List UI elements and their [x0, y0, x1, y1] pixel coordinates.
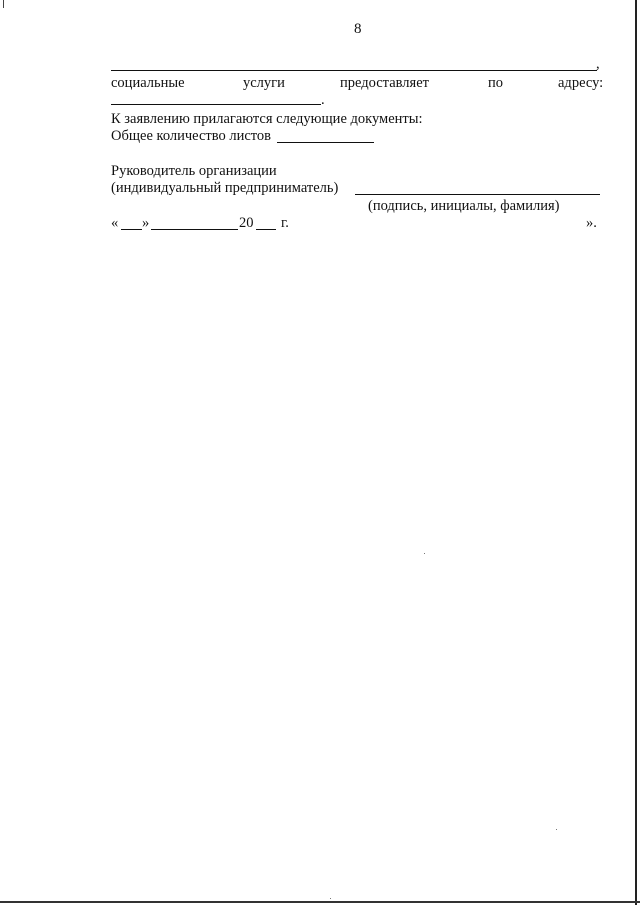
date-line-end: ».	[586, 215, 597, 231]
address-trailing-comma: ,	[596, 56, 600, 72]
date-year-suffix: г.	[281, 215, 289, 231]
address-word-address: адресу:	[558, 75, 604, 91]
head-of-organization: Руководитель организации	[111, 163, 277, 179]
date-month-blank	[151, 229, 238, 230]
individual-entrepreneur: (индивидуальный предприниматель)	[111, 180, 339, 196]
scan-edge-right	[635, 0, 637, 905]
date-year-blank	[256, 229, 276, 230]
address-blank-line	[111, 70, 597, 71]
scan-speck	[424, 553, 425, 554]
signature-blank-line	[355, 194, 600, 195]
signature-caption: (подпись, инициалы, фамилия)	[368, 198, 560, 214]
scan-edge-mark	[3, 0, 4, 8]
address-period: .	[321, 92, 325, 108]
date-year-prefix: 20	[239, 215, 254, 231]
attachments-intro: К заявлению прилагаются следующие документы:	[111, 111, 423, 127]
page-number: 8	[354, 21, 362, 37]
scan-speck	[556, 829, 557, 830]
scan-edge-bottom	[0, 901, 640, 903]
sheet-count-blank	[277, 142, 374, 143]
date-close-quote: »	[142, 215, 150, 231]
address-word-social: социальные	[111, 75, 185, 91]
date-open-quote: «	[111, 215, 119, 231]
address-word-provides: предоставляет	[340, 75, 429, 91]
address-word-services: услуги	[243, 75, 285, 91]
date-day-blank	[121, 229, 142, 230]
scan-speck	[330, 898, 331, 899]
address-second-blank-line	[111, 104, 321, 105]
sheet-count-label: Общее количество листов	[111, 128, 272, 144]
address-word-at: по	[488, 75, 504, 91]
